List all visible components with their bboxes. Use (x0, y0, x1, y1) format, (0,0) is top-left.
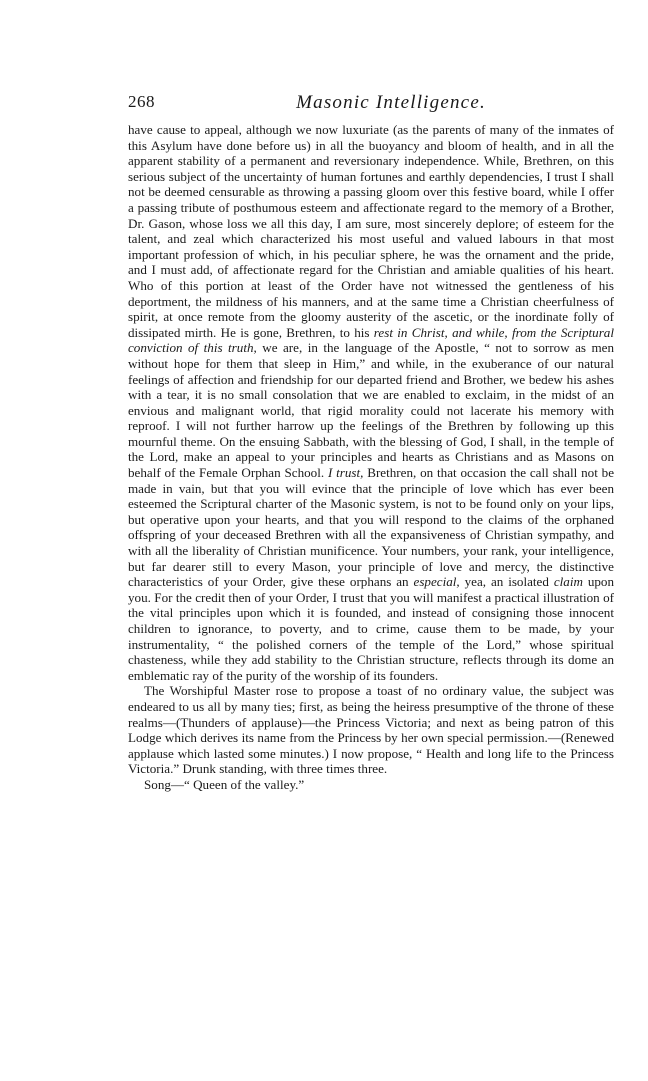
running-title: Masonic Intelligence. (296, 92, 486, 113)
text-run: yea, an isolated (459, 574, 554, 590)
article-body (128, 122, 614, 793)
paragraph-toast (128, 683, 614, 777)
page-number: 268 (128, 92, 155, 111)
italic-text-run: claim (553, 574, 583, 590)
text-run: upon you. For the credit then of your Order, I trust that you will manifest a practical illustration of the vital principles upon which it is founded, and instead of consigning those innocent children to ignorance, to poverty, and to crime, cause them to be made, by your instrumentality, “ the polished corners of the temple of the Lord,” whose spiritual chasteness, while they add stability to the Christian structure, reflects through its dome an emblematic ray of the purity of the worship of its founders. (128, 574, 615, 683)
paragraph-song (128, 777, 614, 793)
paragraph-speech (128, 122, 614, 683)
text-run: Song—“ Queen of the valley.” (144, 776, 305, 792)
text-run: have cause to appeal, although we now luxuriate (as the parents of many of the inmates of this Asylum have done before us) in all the buoyancy and bloom of health, and in all the apparent stability of a permanent and reversionary independence. While, Brethren, on this serious subject of the uncertainty of human fortunes and earthly dependencies, I trust I shall not be deemed censurable as throwing a passing gloom over this festive board, while I offer a passing tribute of posthumous esteem and affectionate regard to the memory of a Brother, Dr. Gason, whose loss we all this day, I am sure, most sincerely deplore; of esteem for the talent, and zeal which characterized his most useful and valued labours in that most important profession of which, in his peculiar sphere, he was the ornament and the pride, and I must add, of affectionate regard for the Christian and amiable qualities of his heart. Who of this portion at least of the Order have not witnessed the gentleness of his deportment, the mildness of his manners, and at the same time a Christian cheerfulness of spirit, at once remote from the gloomy austerity of the ascetic, or the inordinate folly of dissipated mirth. He is gone, Brethren, to his (128, 122, 614, 340)
text-run: The Worshipful Master rose to propose a toast of no ordinary value, the subject was endeared to us all by many ties; first, as being the heiress presumptive of the throne of these realms—(Thunders of applause)—the Princess Victoria; and next as being patron of this Lodge which derives its name from the Princess by her own special permission.—(Renewed applause which lasted some minutes.) I now propose, “ Health and long life to the Princess Victoria.” Drunk standing, with three times three. (128, 683, 614, 777)
book-page (128, 92, 614, 793)
text-run: we are, in the language of the Apostle, “ not to sorrow as men without hope for them that sleep in Him,” and while, in the exuberance of our natural feelings of affection and friendship for our departed friend and Brother, we bedew his ashes with a tear, it is no small consolation that we are enabled to exclaim, in the midst of an envious and malignant world, that rigid morality could not lacerate his memory with reproof. I will not further harrow up the feelings of the Brethren by following up this mournful theme. On the ensuing Sabbath, with the blessing of God, I shall, in the temple of the Lord, make an appeal to your principles and hearts as Christians and as Masons on behalf of the Female Orphan School. (128, 340, 614, 481)
italic-text-run: I trust, (327, 465, 364, 481)
text-run: Brethren, on that occasion the call shall not be made in vain, but that you will evince that the principle of love which has ever been esteemed the Scriptural charter of the Masonic system, is not to be found only on your lips, but operative upon your hearts, and that you will respond to the claims of the orphaned offspring of your deceased Brethren with all the expansiveness of Christian sympathy, and with all the liberality of Christian munificence. Your numbers, your rank, your intelligence, but far dearer still to every Mason, your principle of love and mercy, the distinctive characteristics of your Order, give these orphans an (128, 465, 615, 590)
italic-text-run: especial, (413, 574, 460, 590)
page-header (128, 92, 614, 122)
italic-text-run: rest in Christ, and while, from the Scriptural conviction of this truth, (128, 324, 614, 356)
